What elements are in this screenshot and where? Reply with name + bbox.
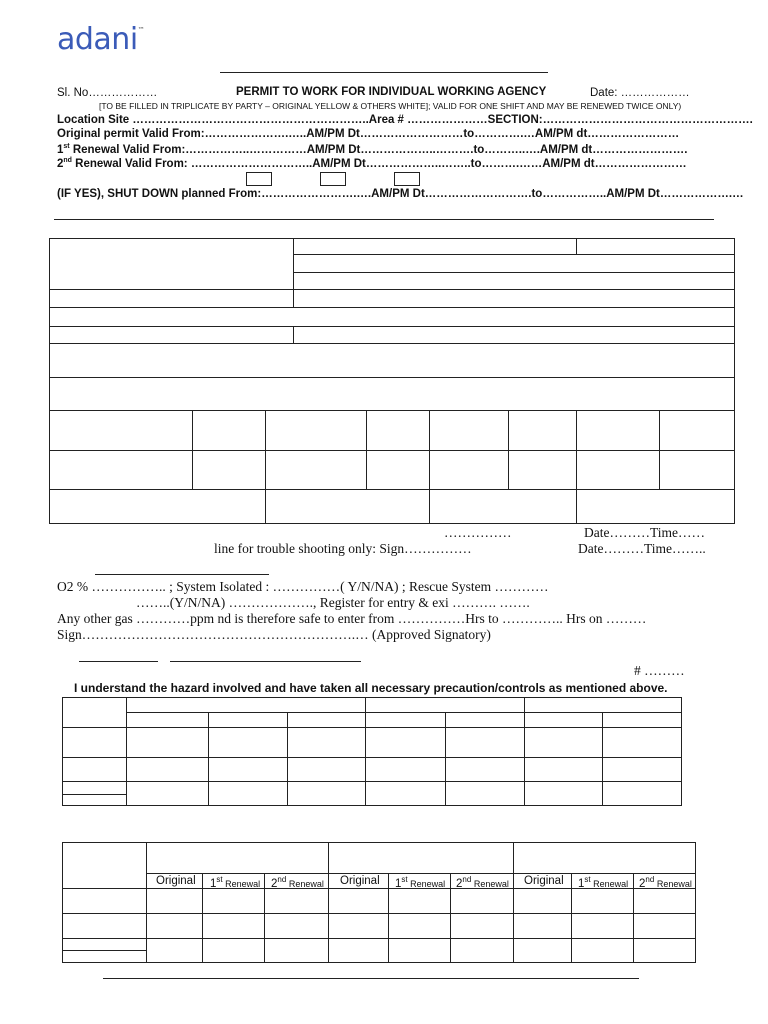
grid-vline bbox=[366, 410, 367, 489]
grid-line bbox=[62, 757, 682, 758]
renewal2-num: 2 bbox=[271, 877, 278, 890]
col-renewal1-1 bbox=[210, 875, 260, 890]
checkbox-2[interactable] bbox=[320, 172, 346, 186]
renewal2-line bbox=[57, 157, 687, 170]
footer-line bbox=[103, 978, 639, 979]
checkbox-1[interactable] bbox=[246, 172, 272, 186]
date-time-1: Date………Time…… bbox=[584, 525, 705, 540]
grid-line bbox=[49, 450, 735, 451]
trouble-shooting-line: line for trouble shooting only: Sign…………… bbox=[214, 541, 472, 556]
grid-line bbox=[293, 272, 735, 273]
grid-line bbox=[49, 410, 735, 411]
renewal1-text: Renewal bbox=[222, 878, 261, 889]
renewal1-text: Renewal bbox=[590, 878, 629, 889]
grid-vline bbox=[293, 289, 294, 307]
yn-line: ……..(Y/N/NA) ………………., Register for entry & exi ………. ……. bbox=[136, 595, 530, 610]
renewal1-num: 1 bbox=[395, 877, 402, 890]
other-gas-line: Any other gas …………ppm nd is therefore safe to enter from ……………Hrs to ………….. Hrs on ……… bbox=[57, 611, 647, 626]
renewal2-sup: nd bbox=[277, 875, 287, 884]
title-overline bbox=[220, 72, 548, 73]
grid-vline bbox=[265, 410, 266, 524]
signature-table-border bbox=[62, 697, 682, 806]
date-field: Date: ……………… bbox=[590, 87, 690, 99]
grid-line bbox=[49, 326, 735, 327]
col-renewal1-2 bbox=[395, 875, 445, 890]
grid-vline bbox=[264, 873, 265, 963]
renewal1-sup: st bbox=[216, 875, 223, 884]
renewal1-num: 1 bbox=[57, 143, 64, 156]
grid-line bbox=[49, 489, 735, 490]
grid-vline bbox=[388, 873, 389, 963]
renewal1-text: Renewal bbox=[407, 878, 446, 889]
grid-vline bbox=[633, 873, 634, 963]
grid-vline bbox=[146, 842, 147, 963]
grid-line bbox=[49, 343, 735, 344]
renewal2-sup: nd bbox=[63, 157, 72, 164]
grid-vline bbox=[508, 410, 509, 489]
renewal1-num: 1 bbox=[578, 877, 585, 890]
col-renewal2-1 bbox=[271, 875, 324, 890]
grid-vline bbox=[192, 410, 193, 489]
grid-vline bbox=[524, 697, 525, 806]
renewal2-text: Renewal bbox=[654, 878, 692, 889]
original-valid-line: Original permit Valid From:………………….…..AM/PM Dt………………………to………….…AM/PM dt…………………… bbox=[57, 128, 680, 140]
renewal2-text: Renewal bbox=[471, 878, 509, 889]
grid-vline bbox=[293, 326, 294, 343]
hash-field: # ……… bbox=[634, 663, 685, 678]
grid-line bbox=[293, 254, 735, 255]
adani-logo bbox=[57, 22, 144, 57]
grid-vline bbox=[328, 842, 329, 963]
renewal2-num: 2 bbox=[639, 877, 646, 890]
renewal2-sup: nd bbox=[645, 875, 655, 884]
location-line: Location Site ……………………………………………………..Area # …………………SECTION:………………………………………………. bbox=[57, 114, 753, 126]
grid-vline bbox=[202, 873, 203, 963]
grid-line bbox=[126, 712, 682, 713]
renewal1-line bbox=[57, 143, 687, 156]
grid-line bbox=[62, 938, 696, 939]
grid-line bbox=[62, 913, 696, 914]
renewal1-num: 1 bbox=[210, 877, 217, 890]
grid-line bbox=[62, 781, 682, 782]
grid-vline bbox=[576, 410, 577, 524]
logo-trademark: ™ bbox=[137, 26, 145, 34]
col-original-1: Original bbox=[156, 875, 196, 887]
grid-vline bbox=[659, 410, 660, 489]
renewal1-sup: st bbox=[401, 875, 408, 884]
sign-dots: …………… bbox=[444, 525, 512, 540]
instructions-text: [TO BE FILLED IN TRIPLICATE BY PARTY – ORIGINAL YELLOW & OTHERS WHITE]; VALID FOR ONE SHIFT AND MAY BE RENEWED TWICE ONLY) bbox=[99, 101, 682, 111]
renewal2-num: 2 bbox=[456, 877, 463, 890]
col-renewal1-3 bbox=[578, 875, 628, 890]
underline-short bbox=[79, 661, 158, 662]
grid-vline bbox=[126, 697, 127, 806]
grid-line bbox=[146, 873, 696, 874]
approved-signatory-line: Sign…………………………………………………….… (Approved Signatory) bbox=[57, 627, 491, 642]
renewal1-sup: st bbox=[63, 143, 70, 150]
o2-line: O2 % …………….. ; System Isolated : ……………( Y/N/NA) ; Rescue System ………… bbox=[57, 579, 549, 594]
main-grid-border bbox=[49, 238, 735, 524]
renewal2-sup: nd bbox=[462, 875, 472, 884]
date-time-2: Date………Time…….. bbox=[578, 541, 706, 556]
shutdown-line: (IF YES), SHUT DOWN planned From:…………………….….AM/PM Dt……………………….to……………..AM/PM Dt……………….… bbox=[57, 188, 744, 200]
declaration-text: I understand the hazard involved and have taken all necessary precaution/controls as mentioned above. bbox=[74, 681, 668, 695]
renewal-table-border bbox=[62, 842, 696, 963]
header-divider bbox=[54, 219, 714, 220]
col-original-2: Original bbox=[340, 875, 380, 887]
renewal2-num: 2 bbox=[57, 157, 64, 170]
logo-text: adani bbox=[57, 22, 138, 57]
grid-line bbox=[49, 307, 735, 308]
grid-vline bbox=[365, 697, 366, 806]
grid-line bbox=[62, 950, 146, 951]
col-renewal2-3 bbox=[639, 875, 692, 890]
grid-line bbox=[49, 377, 735, 378]
grid-vline bbox=[450, 873, 451, 963]
col-original-3: Original bbox=[524, 875, 564, 887]
grid-line bbox=[62, 727, 682, 728]
grid-line bbox=[49, 289, 735, 290]
underline-long bbox=[170, 661, 361, 662]
grid-vline bbox=[293, 238, 294, 289]
grid-vline bbox=[571, 873, 572, 963]
grid-line bbox=[62, 794, 126, 795]
renewal1-text: Renewal Valid From:……………..……………AM/PM Dt………………..……….to………..….AM/PM dt……………………. bbox=[69, 143, 688, 156]
renewal2-text: Renewal Valid From: …………………………..AM/PM Dt………………..……..to……….……AM/PM dt…………………… bbox=[71, 157, 687, 170]
grid-vline bbox=[576, 238, 577, 254]
sl-no-field: Sl. No……………… bbox=[57, 87, 158, 99]
grid-vline bbox=[429, 410, 430, 524]
permit-title: PERMIT TO WORK FOR INDIVIDUAL WORKING AGENCY bbox=[236, 86, 547, 98]
renewal2-text: Renewal bbox=[286, 878, 324, 889]
checkbox-3[interactable] bbox=[394, 172, 420, 186]
renewal1-sup: st bbox=[584, 875, 591, 884]
o2-overline bbox=[95, 574, 269, 575]
grid-vline bbox=[513, 842, 514, 963]
col-renewal2-2 bbox=[456, 875, 509, 890]
